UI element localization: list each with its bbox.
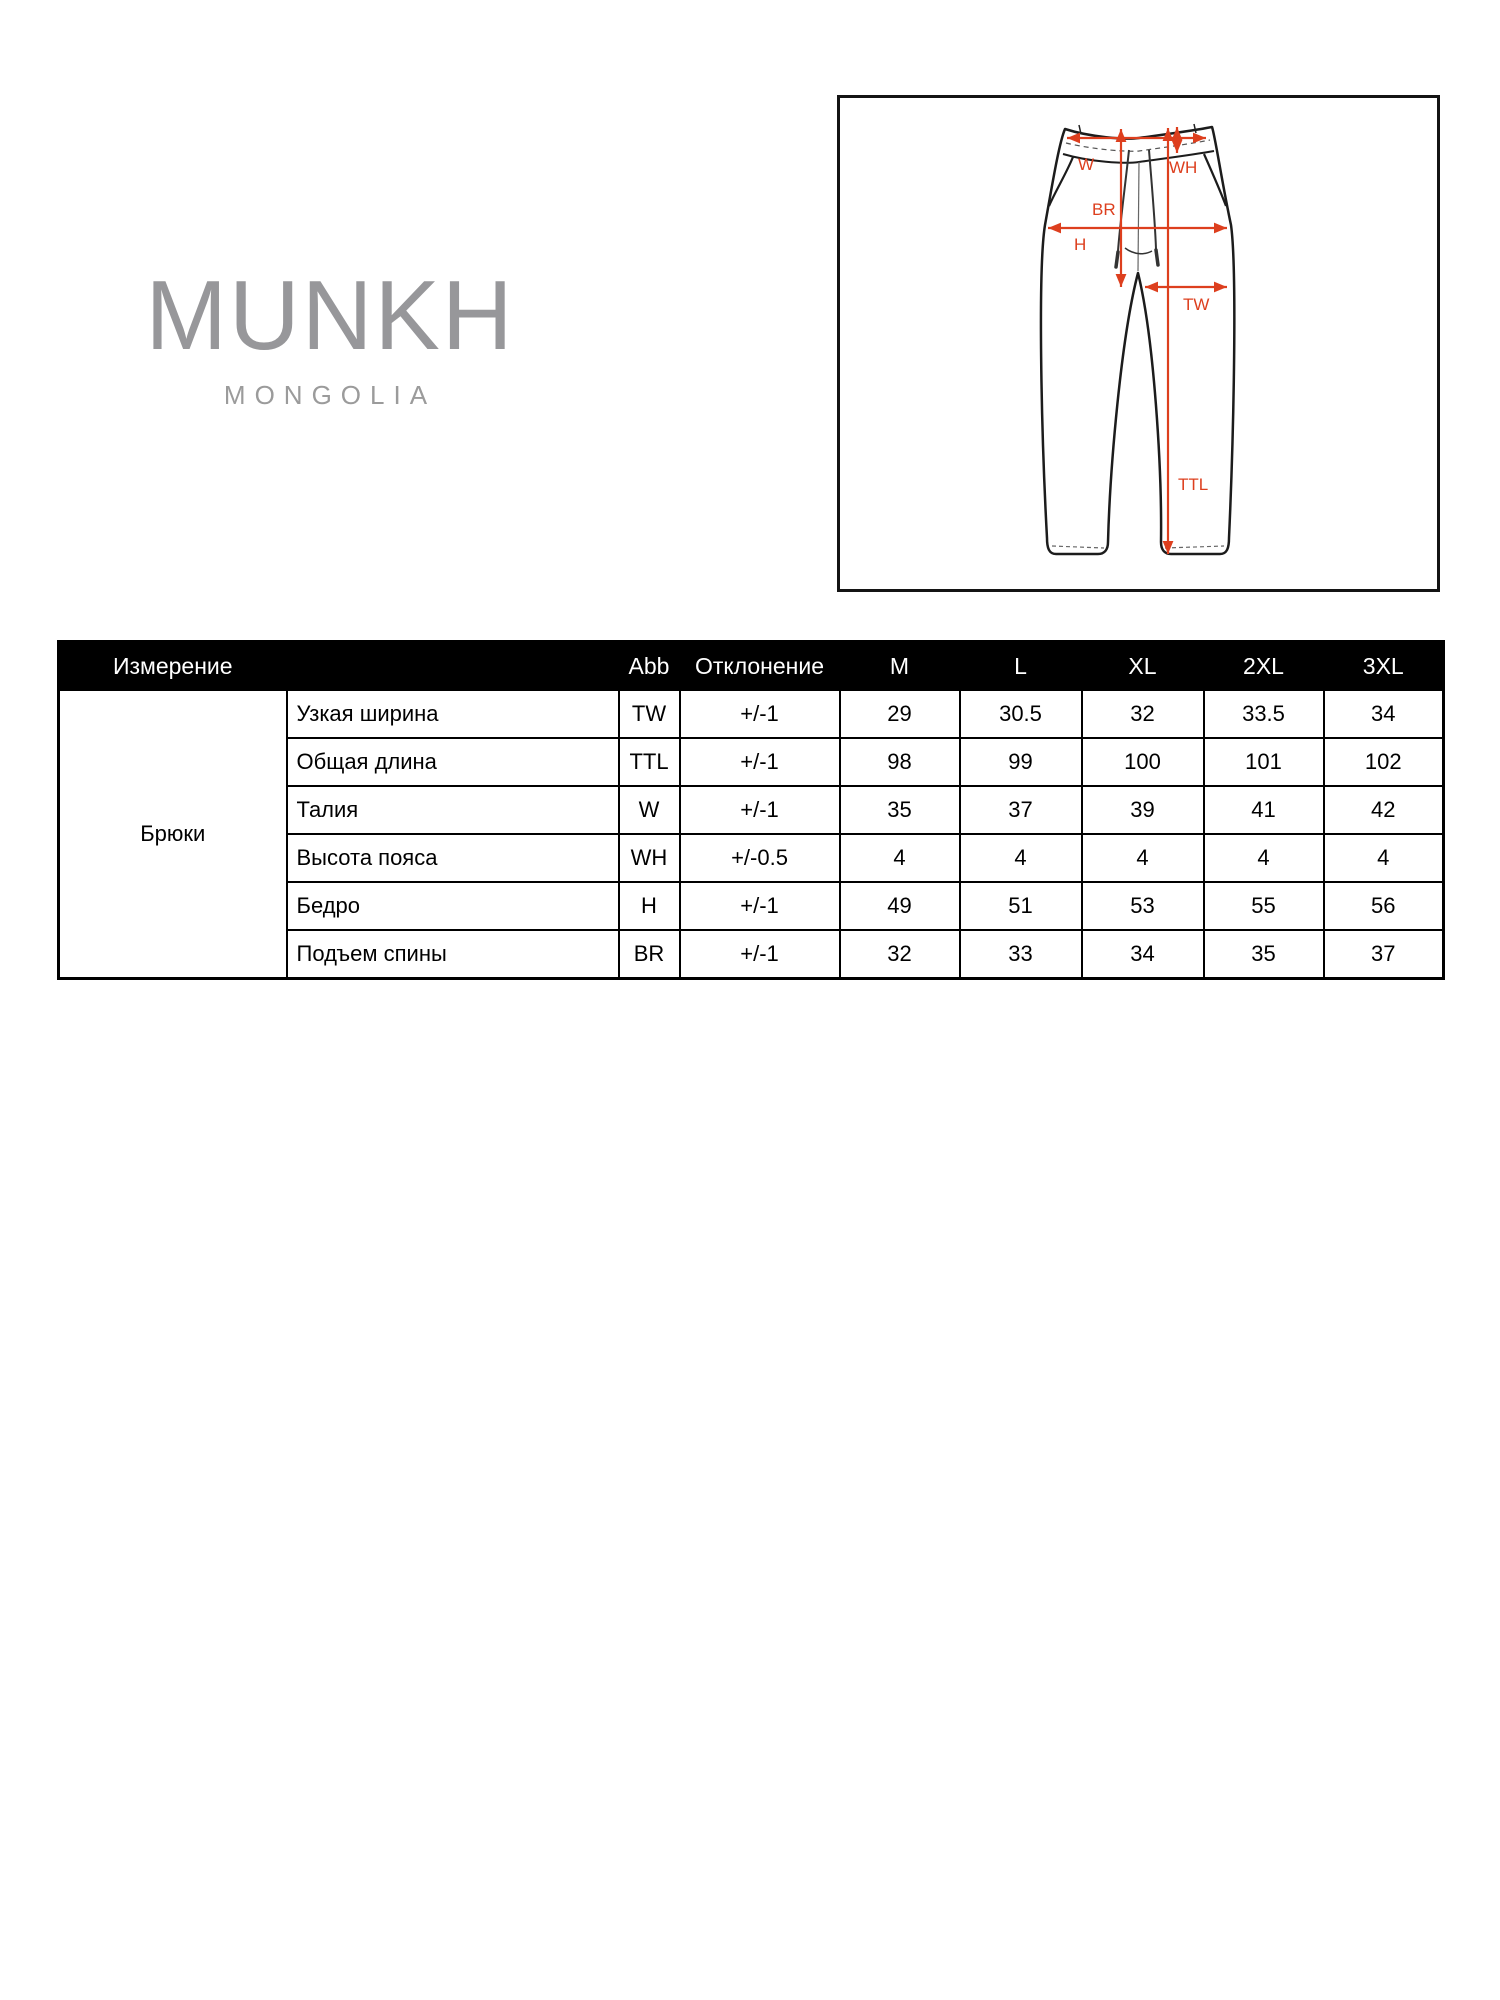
row-value: 49 [840, 882, 960, 930]
w-label: W [1078, 155, 1095, 174]
row-value: 32 [840, 930, 960, 979]
row-value: 4 [960, 834, 1082, 882]
row-dev: +/-0.5 [680, 834, 840, 882]
table-row [59, 690, 1444, 738]
header-abb: Abb [619, 642, 680, 691]
row-dev: +/-1 [680, 882, 840, 930]
group-label-cell: Брюки [59, 690, 287, 979]
row-abb: BR [619, 930, 680, 979]
row-value: 102 [1324, 738, 1444, 786]
row-value: 56 [1324, 882, 1444, 930]
row-value: 4 [1324, 834, 1444, 882]
row-value: 98 [840, 738, 960, 786]
tw-label: TW [1183, 295, 1210, 314]
size-table [57, 640, 1445, 980]
header-size-2xl: 2XL [1204, 642, 1324, 691]
br-label: BR [1092, 200, 1116, 219]
brand-subtitle: MONGOLIA [223, 380, 437, 410]
row-value: 53 [1082, 882, 1204, 930]
row-name: Высота пояса [287, 834, 619, 882]
row-value: 35 [840, 786, 960, 834]
ttl-label: TTL [1178, 475, 1209, 494]
row-value: 35 [1204, 930, 1324, 979]
row-dev: +/-1 [680, 930, 840, 979]
row-value: 41 [1204, 786, 1324, 834]
header-measurement: Измерение [59, 642, 287, 691]
header-size-m: M [840, 642, 960, 691]
row-abb: WH [619, 834, 680, 882]
header-size-xl: XL [1082, 642, 1204, 691]
row-value: 34 [1082, 930, 1204, 979]
row-name: Бедро [287, 882, 619, 930]
row-name: Узкая ширина [287, 690, 619, 738]
table-header-row [59, 642, 1444, 691]
row-abb: W [619, 786, 680, 834]
row-value: 55 [1204, 882, 1324, 930]
header-spacer [287, 642, 619, 691]
row-value: 4 [1204, 834, 1324, 882]
row-name: Общая длина [287, 738, 619, 786]
pants-diagram-box [837, 95, 1440, 592]
brand-name: MUNKH [145, 260, 515, 370]
row-value: 4 [1082, 834, 1204, 882]
row-dev: +/-1 [680, 786, 840, 834]
row-value: 101 [1204, 738, 1324, 786]
row-value: 29 [840, 690, 960, 738]
row-name: Подъем спины [287, 930, 619, 979]
row-value: 4 [840, 834, 960, 882]
row-dev: +/-1 [680, 690, 840, 738]
row-value: 33 [960, 930, 1082, 979]
header-size-l: L [960, 642, 1082, 691]
row-value: 39 [1082, 786, 1204, 834]
row-name: Талия [287, 786, 619, 834]
row-value: 33.5 [1204, 690, 1324, 738]
header-deviation: Отклонение [680, 642, 840, 691]
row-dev: +/-1 [680, 738, 840, 786]
row-value: 99 [960, 738, 1082, 786]
row-value: 100 [1082, 738, 1204, 786]
row-abb: TTL [619, 738, 680, 786]
row-value: 51 [960, 882, 1082, 930]
row-value: 37 [960, 786, 1082, 834]
row-value: 30.5 [960, 690, 1082, 738]
pants-diagram [840, 98, 1437, 589]
row-abb: TW [619, 690, 680, 738]
row-value: 34 [1324, 690, 1444, 738]
row-abb: H [619, 882, 680, 930]
row-value: 42 [1324, 786, 1444, 834]
h-label: H [1074, 235, 1087, 254]
header-size-3xl: 3XL [1324, 642, 1444, 691]
row-value: 37 [1324, 930, 1444, 979]
brand-logo [130, 260, 530, 411]
row-value: 32 [1082, 690, 1204, 738]
wh-label: WH [1169, 158, 1198, 177]
